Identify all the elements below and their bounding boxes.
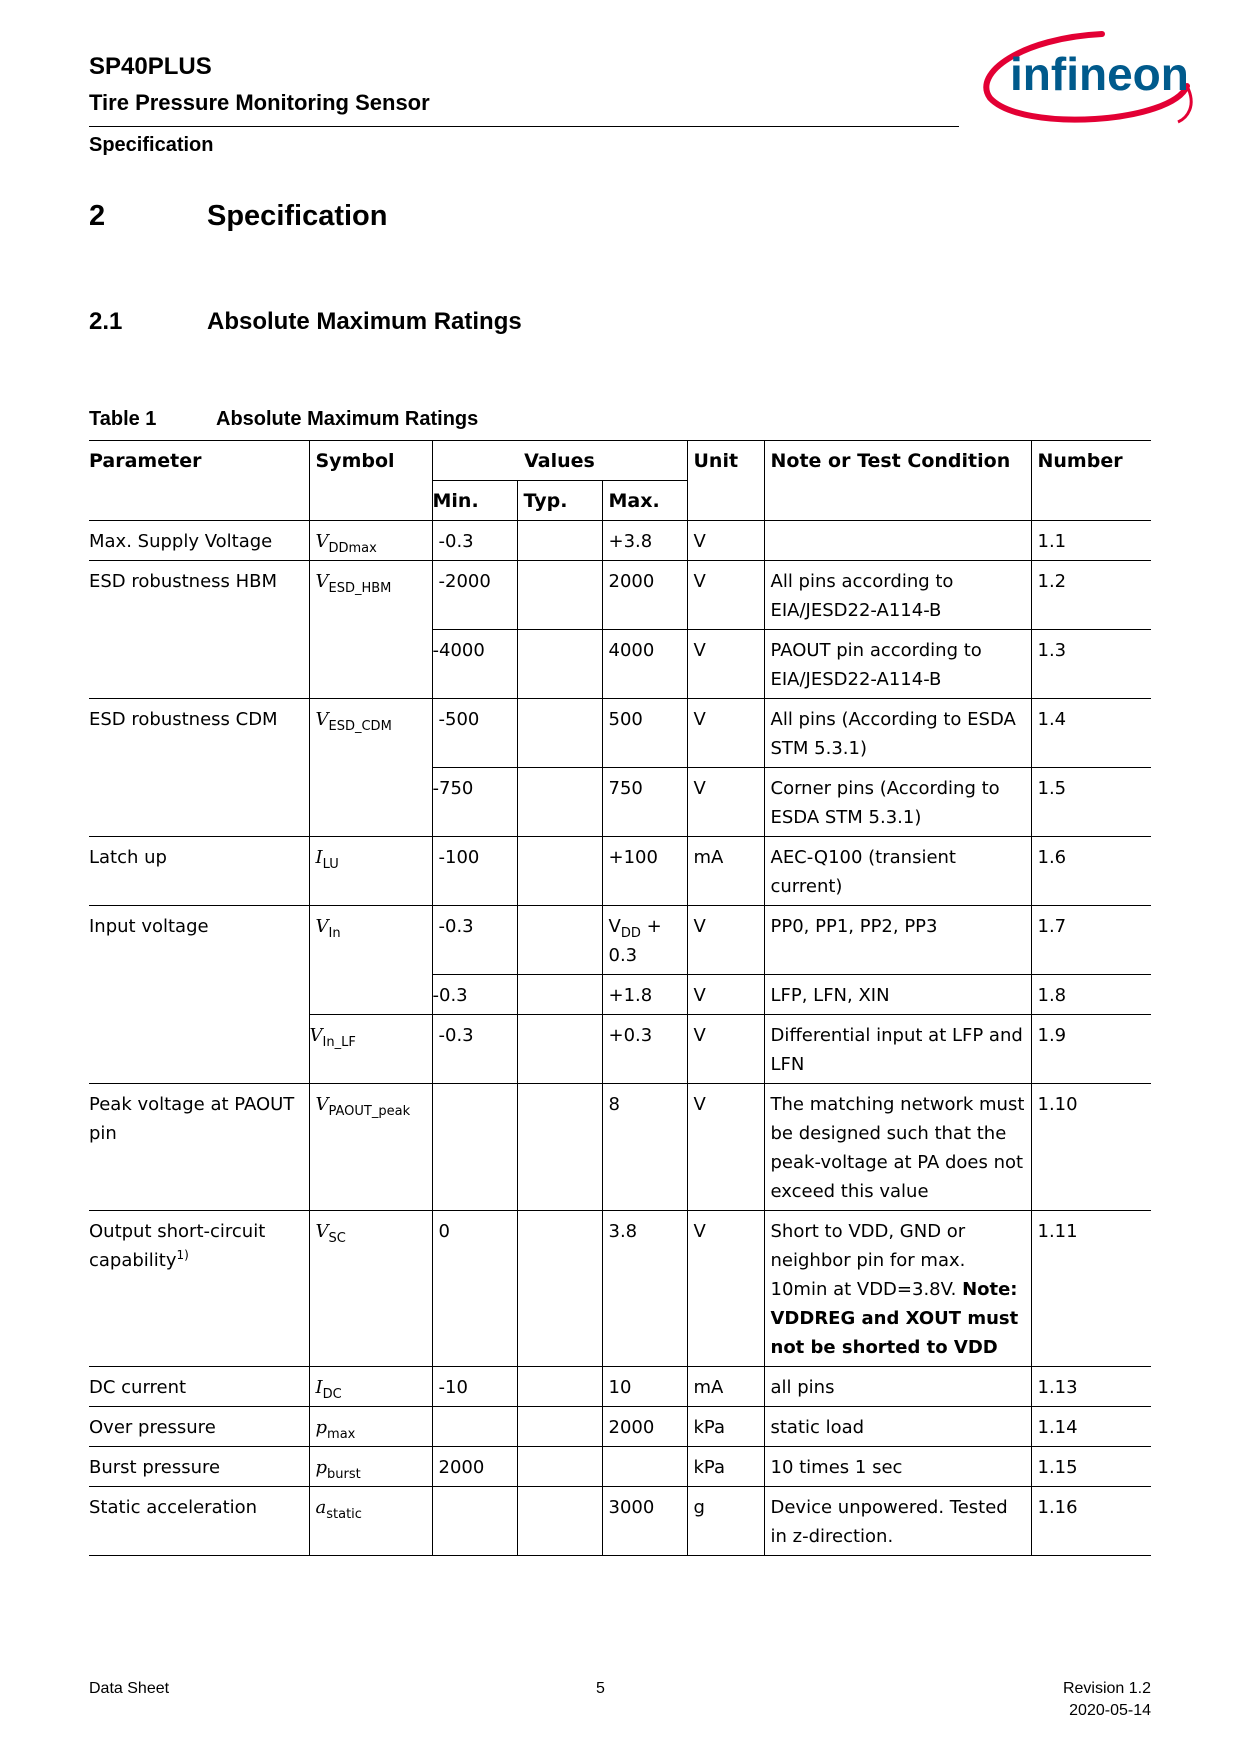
cell-max bbox=[602, 1487, 687, 1556]
min-value: 2000 bbox=[438, 1457, 485, 1478]
product-subtitle: Tire Pressure Monitoring Sensor bbox=[89, 90, 430, 115]
max-value: 2000 bbox=[608, 1417, 655, 1438]
max-value: V bbox=[608, 916, 621, 937]
unit-value: mA bbox=[693, 1377, 724, 1398]
cell-parameter bbox=[89, 1367, 309, 1407]
min-value: -4000 bbox=[432, 640, 485, 661]
table-row bbox=[89, 1407, 1151, 1447]
symbol-subscript: ESD_HBM bbox=[328, 581, 392, 596]
cell-symbol bbox=[309, 837, 432, 906]
infineon-logo bbox=[982, 28, 1204, 128]
cell-symbol bbox=[309, 1487, 432, 1556]
cell-symbol bbox=[309, 699, 432, 837]
max-value: 500 bbox=[608, 709, 643, 730]
cell-symbol bbox=[309, 1367, 432, 1407]
cell-typ bbox=[517, 1211, 602, 1367]
table-row bbox=[89, 1211, 1151, 1367]
heading2-number: 2.1 bbox=[89, 308, 123, 335]
cell-symbol bbox=[309, 1447, 432, 1487]
symbol-letter: I bbox=[315, 847, 323, 868]
cell-number bbox=[1031, 975, 1151, 1015]
cell-min bbox=[432, 1407, 517, 1447]
cell-max bbox=[602, 906, 687, 975]
cell-number bbox=[1031, 1407, 1151, 1447]
unit-value: V bbox=[693, 985, 706, 1006]
cell-note bbox=[764, 1367, 1031, 1407]
cell-typ bbox=[517, 699, 602, 768]
symbol-subscript: PAOUT_peak bbox=[328, 1104, 411, 1119]
cell-unit bbox=[687, 1015, 764, 1084]
cell-typ bbox=[517, 768, 602, 837]
number-value: 1.5 bbox=[1037, 778, 1067, 799]
heading1-title: Specification bbox=[207, 200, 388, 232]
cell-max bbox=[602, 1407, 687, 1447]
footer-page-number: 5 bbox=[596, 1680, 605, 1697]
product-name: SP40PLUS bbox=[89, 53, 212, 80]
cell-min bbox=[432, 1084, 517, 1211]
header-typ: Typ. bbox=[517, 481, 602, 521]
cell-typ bbox=[517, 1487, 602, 1556]
symbol-letter: V bbox=[315, 571, 329, 592]
number-value: 1.7 bbox=[1037, 916, 1067, 937]
cell-typ bbox=[517, 630, 602, 699]
note-bold-text: Note: VDDREG and XOUT must not be shorted to VDD bbox=[770, 1279, 1019, 1358]
symbol-letter: V bbox=[309, 1025, 323, 1046]
footer-revision: Revision 1.2 bbox=[1062, 1680, 1151, 1697]
cell-parameter bbox=[89, 1211, 309, 1367]
min-value: -0.3 bbox=[432, 985, 468, 1006]
unit-value: V bbox=[693, 778, 706, 799]
cell-max bbox=[602, 1015, 687, 1084]
max-value: 3.8 bbox=[608, 1221, 638, 1242]
cell-unit bbox=[687, 1487, 764, 1556]
number-value: 1.11 bbox=[1037, 1221, 1078, 1242]
max-value: 750 bbox=[608, 778, 643, 799]
symbol-letter: V bbox=[315, 1094, 329, 1115]
min-value: -0.3 bbox=[438, 531, 474, 552]
symbol-subscript: DDmax bbox=[328, 541, 377, 556]
header-rule bbox=[89, 126, 959, 127]
cell-unit bbox=[687, 630, 764, 699]
cell-number bbox=[1031, 1015, 1151, 1084]
unit-value: V bbox=[693, 916, 706, 937]
cell-parameter bbox=[89, 1447, 309, 1487]
cell-symbol bbox=[309, 1084, 432, 1211]
cell-symbol bbox=[309, 1407, 432, 1447]
cell-typ bbox=[517, 1084, 602, 1211]
cell-number bbox=[1031, 1084, 1151, 1211]
note-text: all pins bbox=[770, 1377, 835, 1398]
cell-note bbox=[764, 768, 1031, 837]
note-text: Corner pins (According to ESDA STM 5.3.1) bbox=[770, 778, 1000, 828]
unit-value: V bbox=[693, 571, 706, 592]
heading1-number: 2 bbox=[89, 200, 106, 232]
cell-note bbox=[764, 1407, 1031, 1447]
min-value: 0 bbox=[438, 1221, 450, 1242]
min-value: -0.3 bbox=[438, 1025, 474, 1046]
symbol-letter: I bbox=[315, 1377, 323, 1398]
parameter-text: DC current bbox=[89, 1377, 187, 1398]
max-value: +100 bbox=[608, 847, 658, 868]
max-value: 3000 bbox=[608, 1497, 655, 1518]
cell-min bbox=[432, 561, 517, 630]
parameter-text: Static acceleration bbox=[89, 1497, 258, 1518]
cell-note bbox=[764, 1084, 1031, 1211]
unit-value: V bbox=[693, 640, 706, 661]
footnote-ref: 1) bbox=[176, 1248, 189, 1262]
table-caption-title: Absolute Maximum Ratings bbox=[216, 408, 479, 430]
table-row bbox=[89, 837, 1151, 906]
cell-symbol bbox=[309, 906, 432, 1015]
max-subscript: DD bbox=[620, 926, 641, 941]
table-row bbox=[89, 699, 1151, 768]
symbol-subscript: max bbox=[327, 1427, 356, 1442]
absolute-max-ratings-table bbox=[89, 440, 1151, 1556]
max-value-rest: + 0.3 bbox=[608, 916, 662, 966]
cell-symbol bbox=[309, 1211, 432, 1367]
cell-min bbox=[432, 768, 517, 837]
header-note: Note or Test Condition bbox=[764, 441, 1031, 521]
note-text: static load bbox=[770, 1417, 865, 1438]
symbol-letter: V bbox=[315, 531, 329, 552]
cell-note bbox=[764, 975, 1031, 1015]
unit-value: kPa bbox=[693, 1417, 725, 1438]
cell-number bbox=[1031, 630, 1151, 699]
table-row bbox=[89, 521, 1151, 561]
header-max: Max. bbox=[602, 481, 687, 521]
header-unit: Unit bbox=[687, 441, 764, 521]
number-value: 1.16 bbox=[1037, 1497, 1078, 1518]
cell-min bbox=[432, 521, 517, 561]
cell-typ bbox=[517, 906, 602, 975]
cell-typ bbox=[517, 1015, 602, 1084]
unit-value: V bbox=[693, 1221, 706, 1242]
unit-value: V bbox=[693, 709, 706, 730]
cell-symbol bbox=[309, 1015, 432, 1084]
unit-value: kPa bbox=[693, 1457, 725, 1478]
cell-parameter bbox=[89, 1084, 309, 1211]
min-value: -500 bbox=[438, 709, 480, 730]
cell-unit bbox=[687, 699, 764, 768]
table-row bbox=[89, 906, 1151, 975]
cell-max bbox=[602, 768, 687, 837]
symbol-subscript: ESD_CDM bbox=[328, 719, 392, 734]
cell-number bbox=[1031, 521, 1151, 561]
min-value: -100 bbox=[438, 847, 480, 868]
cell-parameter bbox=[89, 521, 309, 561]
cell-max bbox=[602, 561, 687, 630]
number-value: 1.10 bbox=[1037, 1094, 1078, 1115]
cell-typ bbox=[517, 561, 602, 630]
footer-doc-type: Data Sheet bbox=[89, 1680, 170, 1697]
cell-number bbox=[1031, 1367, 1151, 1407]
number-value: 1.13 bbox=[1037, 1377, 1078, 1398]
cell-min bbox=[432, 630, 517, 699]
unit-value: V bbox=[693, 1025, 706, 1046]
min-value: -10 bbox=[438, 1377, 468, 1398]
header-symbol: Symbol bbox=[309, 441, 432, 521]
cell-min bbox=[432, 699, 517, 768]
header-parameter: Parameter bbox=[89, 441, 309, 521]
parameter-text: Input voltage bbox=[89, 916, 209, 937]
cell-typ bbox=[517, 837, 602, 906]
cell-unit bbox=[687, 975, 764, 1015]
cell-parameter bbox=[89, 837, 309, 906]
note-text: AEC-Q100 (transient current) bbox=[770, 847, 956, 897]
parameter-text: ESD robustness CDM bbox=[89, 709, 278, 730]
cell-max bbox=[602, 1367, 687, 1407]
cell-min bbox=[432, 1447, 517, 1487]
cell-min bbox=[432, 1367, 517, 1407]
cell-unit bbox=[687, 906, 764, 975]
parameter-text: Burst pressure bbox=[89, 1457, 221, 1478]
symbol-letter: V bbox=[315, 916, 329, 937]
header-number: Number bbox=[1031, 441, 1151, 521]
max-value: 4000 bbox=[608, 640, 655, 661]
unit-value: V bbox=[693, 531, 706, 552]
cell-typ bbox=[517, 521, 602, 561]
min-value: -2000 bbox=[438, 571, 491, 592]
symbol-subscript: In_LF bbox=[322, 1035, 356, 1050]
symbol-letter: p bbox=[315, 1457, 328, 1478]
unit-value: mA bbox=[693, 847, 724, 868]
symbol-subscript: In bbox=[328, 926, 341, 941]
cell-unit bbox=[687, 1084, 764, 1211]
cell-note bbox=[764, 521, 1031, 561]
cell-min bbox=[432, 1015, 517, 1084]
min-value: -0.3 bbox=[438, 916, 474, 937]
header-min: Min. bbox=[432, 481, 517, 521]
note-text: 10 times 1 sec bbox=[770, 1457, 903, 1478]
max-value: 10 bbox=[608, 1377, 632, 1398]
parameter-text: Peak voltage at PAOUT pin bbox=[89, 1094, 295, 1144]
cell-unit bbox=[687, 521, 764, 561]
max-value: 2000 bbox=[608, 571, 655, 592]
cell-typ bbox=[517, 1367, 602, 1407]
running-section-title: Specification bbox=[89, 134, 214, 156]
cell-max bbox=[602, 1084, 687, 1211]
min-value: -750 bbox=[432, 778, 474, 799]
cell-note bbox=[764, 561, 1031, 630]
number-value: 1.8 bbox=[1037, 985, 1067, 1006]
cell-unit bbox=[687, 1211, 764, 1367]
symbol-subscript: LU bbox=[322, 857, 339, 872]
cell-number bbox=[1031, 1447, 1151, 1487]
cell-min bbox=[432, 837, 517, 906]
cell-typ bbox=[517, 1407, 602, 1447]
symbol-subscript: SC bbox=[328, 1231, 346, 1246]
cell-note bbox=[764, 1015, 1031, 1084]
cell-unit bbox=[687, 1367, 764, 1407]
note-text: Short to VDD, GND or neighbor pin for max. 10min at VDD=3.8V. bbox=[770, 1221, 966, 1300]
table-caption-label: Table 1 bbox=[89, 408, 157, 430]
symbol-letter: p bbox=[315, 1417, 328, 1438]
cell-note bbox=[764, 1487, 1031, 1556]
max-value: +0.3 bbox=[608, 1025, 653, 1046]
cell-max bbox=[602, 699, 687, 768]
cell-max bbox=[602, 1447, 687, 1487]
cell-min bbox=[432, 1487, 517, 1556]
cell-number bbox=[1031, 561, 1151, 630]
cell-unit bbox=[687, 1407, 764, 1447]
number-value: 1.6 bbox=[1037, 847, 1067, 868]
cell-note bbox=[764, 699, 1031, 768]
note-text: Device unpowered. Tested in z-direction. bbox=[770, 1497, 1008, 1547]
number-value: 1.15 bbox=[1037, 1457, 1078, 1478]
number-value: 1.2 bbox=[1037, 571, 1067, 592]
cell-typ bbox=[517, 1447, 602, 1487]
cell-max bbox=[602, 837, 687, 906]
number-value: 1.14 bbox=[1037, 1417, 1078, 1438]
table-row bbox=[89, 1084, 1151, 1211]
heading2-title: Absolute Maximum Ratings bbox=[207, 308, 522, 335]
symbol-letter: a bbox=[315, 1497, 327, 1518]
number-value: 1.9 bbox=[1037, 1025, 1067, 1046]
table-row bbox=[89, 561, 1151, 630]
cell-note bbox=[764, 906, 1031, 975]
cell-symbol bbox=[309, 521, 432, 561]
cell-number bbox=[1031, 837, 1151, 906]
cell-unit bbox=[687, 561, 764, 630]
cell-parameter bbox=[89, 561, 309, 699]
parameter-text: ESD robustness HBM bbox=[89, 571, 278, 592]
parameter-text: Latch up bbox=[89, 847, 167, 868]
number-value: 1.1 bbox=[1037, 531, 1067, 552]
note-text: The matching network must be designed such that the peak-voltage at PA does not exceed this value bbox=[770, 1094, 1025, 1202]
unit-value: V bbox=[693, 1094, 706, 1115]
cell-note bbox=[764, 1447, 1031, 1487]
logo-wordmark: infineon bbox=[1010, 48, 1189, 100]
cell-typ bbox=[517, 975, 602, 1015]
table-row bbox=[89, 1447, 1151, 1487]
max-value: 8 bbox=[608, 1094, 620, 1115]
symbol-letter: V bbox=[315, 709, 329, 730]
cell-min bbox=[432, 906, 517, 975]
symbol-subscript: burst bbox=[327, 1467, 361, 1482]
cell-number bbox=[1031, 768, 1151, 837]
symbol-subscript: DC bbox=[322, 1387, 342, 1402]
max-value: +3.8 bbox=[608, 531, 653, 552]
cell-parameter bbox=[89, 906, 309, 1084]
cell-note bbox=[764, 1211, 1031, 1367]
number-value: 1.4 bbox=[1037, 709, 1067, 730]
cell-symbol bbox=[309, 561, 432, 699]
parameter-text: Output short-circuit capability bbox=[89, 1221, 266, 1271]
table-row bbox=[89, 1487, 1151, 1556]
number-value: 1.3 bbox=[1037, 640, 1067, 661]
cell-max bbox=[602, 1211, 687, 1367]
cell-note bbox=[764, 630, 1031, 699]
cell-parameter bbox=[89, 699, 309, 837]
cell-number bbox=[1031, 906, 1151, 975]
footer-date: 2020-05-14 bbox=[1069, 1702, 1151, 1719]
cell-parameter bbox=[89, 1487, 309, 1556]
symbol-letter: V bbox=[315, 1221, 329, 1242]
cell-min bbox=[432, 1211, 517, 1367]
cell-min bbox=[432, 975, 517, 1015]
symbol-subscript: static bbox=[326, 1507, 362, 1522]
cell-number bbox=[1031, 699, 1151, 768]
cell-number bbox=[1031, 1487, 1151, 1556]
cell-unit bbox=[687, 837, 764, 906]
note-text: PAOUT pin according to EIA/JESD22-A114-B bbox=[770, 640, 982, 690]
cell-max bbox=[602, 630, 687, 699]
cell-unit bbox=[687, 768, 764, 837]
note-text: All pins according to EIA/JESD22-A114-B bbox=[770, 571, 954, 621]
cell-parameter bbox=[89, 1407, 309, 1447]
note-text: Differential input at LFP and LFN bbox=[770, 1025, 1023, 1075]
note-text: LFP, LFN, XIN bbox=[770, 985, 890, 1006]
cell-number bbox=[1031, 1211, 1151, 1367]
parameter-text: Over pressure bbox=[89, 1417, 216, 1438]
cell-note bbox=[764, 837, 1031, 906]
cell-max bbox=[602, 975, 687, 1015]
cell-max bbox=[602, 521, 687, 561]
header-values: Values bbox=[432, 441, 687, 481]
max-value: +1.8 bbox=[608, 985, 653, 1006]
unit-value: g bbox=[693, 1497, 705, 1518]
parameter-text: Max. Supply Voltage bbox=[89, 531, 273, 552]
note-text: PP0, PP1, PP2, PP3 bbox=[770, 916, 938, 937]
table-row bbox=[89, 1367, 1151, 1407]
note-text: All pins (According to ESDA STM 5.3.1) bbox=[770, 709, 1016, 759]
cell-unit bbox=[687, 1447, 764, 1487]
